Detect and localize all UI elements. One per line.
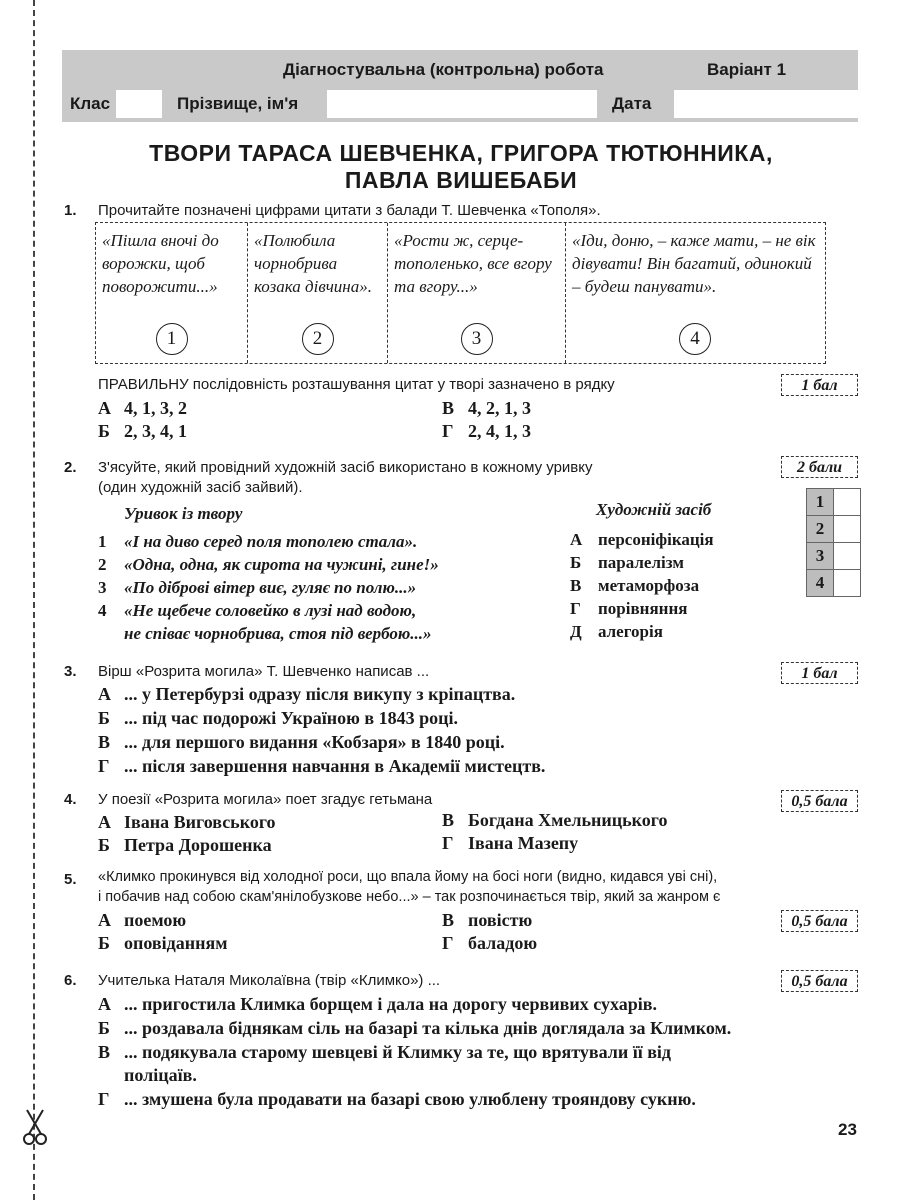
quote-cell [566,223,824,363]
question-prompt: ПРАВИЛЬНУ послідовність розташування цитат у творі зазначено в рядку [98,376,615,393]
answer-cell[interactable] [834,543,861,570]
answer-option[interactable] [98,398,187,419]
question-text: Вірш «Розрита могила» Т. Шевченко написав ... [98,663,430,680]
question-number: 5. [64,871,77,888]
excerpt-item: не співає чорнобрива, стоя під вербою...» [124,624,432,643]
excerpt-item: 2 «Одна, одна, як сирота на чужині, гине!» [98,555,439,574]
device-item: А персоніфікація [570,530,714,549]
excerpt-item: 3 «По діброві вітер виє, гуляє по полю...» [98,578,417,597]
grid-row-number: 1 [807,489,834,516]
column-header-device: Художній засіб [596,500,712,519]
question-text: «Климко прокинувся від холодної роси, що впала йому на босі ноги (видно, кидався уві сні), [98,869,718,885]
answer-option[interactable]: В ... для першого видання «Кобзаря» в 1840 році. [98,732,505,752]
answer-cell[interactable] [834,516,861,543]
question-number: 2. [64,459,77,476]
quote-cell [248,223,388,363]
excerpt-item: 1 «І на диво серед поля тополею стала». [98,532,418,551]
variant-label: Варіант 1 [707,60,787,79]
answer-option[interactable]: Г Івана Мазепу [442,833,579,853]
answer-option[interactable]: В Богдана Хмельницького [442,810,668,830]
grid-row-number: 3 [807,543,834,570]
question-number: 3. [64,663,77,680]
quote-number: 4 [679,323,711,355]
column-header-excerpt: Уривок із твору [124,504,243,523]
answer-option[interactable]: Б Петра Дорошенка [98,835,272,855]
class-label: Клас [70,94,111,113]
quote-text: «Рости ж, серце-тополенько, все вгору та вгору...» [394,231,552,296]
quote-text: «Іди, доню, – каже мати, – не вік дівувати! Він багатий, одинокий – будеш панувати». [572,231,816,296]
device-item: Г порівняння [570,599,688,618]
cut-line [33,0,35,1200]
answer-option[interactable]: Г ... змушена була продавати на базарі свою улюблену трояндову сукню. [98,1089,696,1109]
question-text: Прочитайте позначені цифрами цитати з балади Т. Шевченка «Тополя». [98,202,601,219]
name-label: Прізвище, ім'я [177,94,299,113]
answer-option[interactable]: Г баладою [442,933,538,953]
answer-option[interactable]: В ... подякувала старому шевцеві й Климку за те, що врятували її від [98,1042,672,1062]
page-number: 23 [838,1120,857,1139]
excerpt-item: 4 «Не щебече соловейко в лузі над водою, [98,601,417,620]
option-letter: В [442,398,455,418]
page-subtitle: ПАВЛА ВИШЕБАБИ [344,167,578,193]
quote-cell [96,223,248,363]
quote-text: «Пішла вночі до ворожки, щоб поворожити...» [102,231,219,296]
question-number: 4. [64,791,77,808]
points-badge: 2 бали [781,456,858,478]
option-letter: Г [442,421,454,441]
answer-option[interactable]: А поемою [98,910,187,930]
option-text: 4, 1, 3, 2 [124,398,187,418]
scissors-icon [22,1108,48,1148]
option-text: 2, 3, 4, 1 [124,421,187,441]
answer-option[interactable] [442,398,531,419]
points-badge: 1 бал [781,374,858,396]
answer-option[interactable] [98,421,187,442]
answer-option[interactable]: В повістю [442,910,533,930]
option-text: 4, 2, 1, 3 [468,398,531,418]
answer-option-continued: поліцаїв. [124,1065,197,1085]
date-field[interactable] [674,90,858,118]
answer-cell[interactable] [834,489,861,516]
question-text: і побачив над собою скам'янілобузкове небо...» – так розпочинається твір, який за жанром є [98,889,721,905]
name-field[interactable] [327,90,597,118]
answer-option[interactable]: А Івана Виговського [98,812,276,832]
grid-row-number: 2 [807,516,834,543]
quote-number: 2 [302,323,334,355]
page-title: ТВОРИ ТАРАСА ШЕВЧЕНКА, ГРИГОРА ТЮТЮННИКА, [149,140,773,166]
question-text-note: (один художній засіб зайвий). [98,479,303,496]
grid-row-number: 4 [807,570,834,597]
answer-option[interactable]: А ... у Петербурзі одразу після викупу з кріпацтва. [98,684,516,704]
device-item: В метаморфоза [570,576,700,595]
answer-option[interactable]: Б оповіданням [98,933,228,953]
quotes-table [95,222,826,364]
points-badge: 0,5 бала [781,790,858,812]
answer-option[interactable]: Б ... роздавала біднякам сіль на базарі та кілька днів доглядала за Климком. [98,1018,732,1038]
device-item: Д алегорія [570,622,663,641]
quote-cell [388,223,566,363]
answer-option[interactable]: А ... пригостила Климка борщем і дала на дорогу червивих сухарів. [98,994,657,1014]
answer-option[interactable] [442,421,531,442]
option-letter: Б [98,421,110,441]
option-letter: А [98,398,111,418]
answer-cell[interactable] [834,570,861,597]
option-text: 2, 4, 1, 3 [468,421,531,441]
question-number: 1. [64,202,77,219]
answer-grid [806,488,861,597]
question-text: У поезії «Розрита могила» поет згадує гетьмана [98,791,433,808]
points-badge: 1 бал [781,662,858,684]
header-box [62,50,858,122]
class-field[interactable] [116,90,162,118]
answer-option[interactable]: Г ... після завершення навчання в Академії мистецтв. [98,756,546,776]
date-label: Дата [612,94,652,113]
test-title: Діагностувальна (контрольна) робота [283,60,604,79]
question-text: З'ясуйте, який провідний художній засіб використано в кожному уривку [98,459,593,476]
quote-number: 1 [156,323,188,355]
points-badge: 0,5 бала [781,970,858,992]
question-text: Учителька Наталя Миколаївна (твір «Климко») ... [98,972,441,989]
answer-option[interactable]: Б ... під час подорожі Україною в 1843 році. [98,708,459,728]
quote-number: 3 [461,323,493,355]
points-badge: 0,5 бала [781,910,858,932]
quote-text: «Полюбила чорнобрива козака дівчина». [254,231,372,296]
question-number: 6. [64,972,77,989]
device-item: Б паралелізм [570,553,684,572]
